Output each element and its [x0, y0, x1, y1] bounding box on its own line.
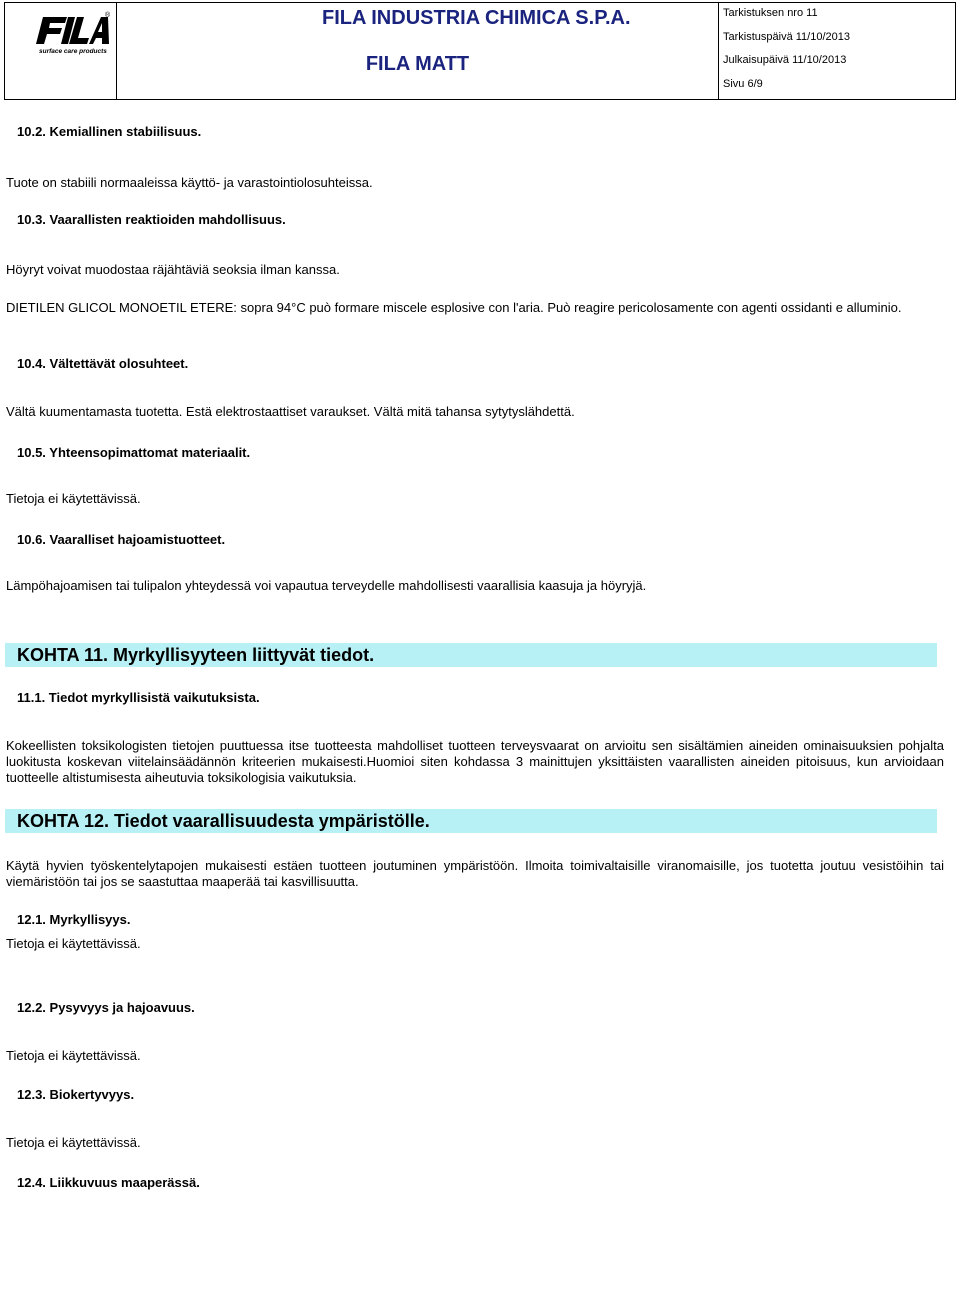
heading-11-1: 11.1. Tiedot myrkyllisistä vaikutuksista.	[17, 690, 260, 705]
fila-logo-icon	[5, 3, 115, 99]
svg-text:surface care products: surface care products	[39, 48, 107, 55]
text-12-3: Tietoja ei käytettävissä.	[6, 1135, 141, 1150]
revision-number: Tarkistuksen nro 11	[723, 7, 818, 19]
text-12-1: Tietoja ei käytettävissä.	[6, 936, 141, 951]
publication-date: Julkaisupäivä 11/10/2013	[723, 54, 847, 67]
text-10-4: Vältä kuumentamasta tuotetta. Estä elektrostaattiset varaukset. Vältä mitä tahansa sytytyslähdettä.	[6, 404, 575, 419]
company-logo	[5, 3, 117, 99]
text-12-intro: Käytä hyvien työskentelytapojen mukaisesti estäen tuotteen joutuminen ympäristöön. Ilmoita toimivaltaisille viranomaisille, jos tuotetta joutuu vesistöihin tai viemäristöön tai jos se saastuttaa maaperää tai kasvillisuutta.	[6, 858, 944, 889]
document-header	[4, 2, 956, 100]
heading-12-1: 12.1. Myrkyllisyys.	[17, 912, 131, 927]
section-11-title: KOHTA 11. Myrkyllisyyteen liittyvät tiedot.	[5, 643, 937, 667]
text-10-6: Lämpöhajoamisen tai tulipalon yhteydessä voi vapautua terveydelle mahdollisesti vaarallisia kaasuja ja höyryjä.	[6, 578, 647, 593]
product-name: FILA MATT	[365, 53, 470, 75]
text-12-2: Tietoja ei käytettävissä.	[6, 1048, 141, 1063]
svg-text:®: ®	[105, 12, 111, 19]
document-info	[719, 3, 955, 99]
text-10-3-a: Höyryt voivat muodostaa räjähtäviä seoksia ilman kanssa.	[6, 262, 340, 277]
heading-10-3: 10.3. Vaarallisten reaktioiden mahdollisuus.	[17, 212, 286, 227]
revision-date: Tarkistuspäivä 11/10/2013	[723, 30, 850, 43]
text-10-2: Tuote on stabiili normaaleissa käyttö- ja varastointiolosuhteissa.	[6, 175, 373, 190]
heading-10-2: 10.2. Kemiallinen stabiilisuus.	[17, 124, 202, 139]
company-name: FILA INDUSTRIA CHIMICA S.P.A.	[322, 7, 631, 29]
text-10-5: Tietoja ei käytettävissä.	[6, 491, 141, 506]
heading-10-4: 10.4. Vältettävät olosuhteet.	[17, 356, 189, 371]
heading-12-2: 12.2. Pysyvyys ja hajoavuus.	[17, 1000, 195, 1015]
header-center	[117, 3, 719, 99]
page-number: Sivu 6/9	[723, 78, 763, 91]
section-12-title: KOHTA 12. Tiedot vaarallisuudesta ympäristölle.	[5, 809, 937, 833]
heading-10-5: 10.5. Yhteensopimattomat materiaalit.	[17, 445, 251, 460]
heading-10-6: 10.6. Vaaralliset hajoamistuotteet.	[17, 532, 226, 547]
heading-12-4: 12.4. Liikkuvuus maaperässä.	[17, 1175, 200, 1190]
text-11-1: Kokeellisten toksikologisten tietojen puuttuessa itse tuotteesta mahdolliset tuotteen terveysvaarat on arvioitu sen sisältämien aineiden ominaisuuksien pohjalta luokitusta koskevan viitelainsäädännön kriteerien mukaisesti.Huomioi siten kohdassa 3 mainittujen yksittäisten vaarallisten aineiden pitoisuus, kun arvioidaan tuotteelle altistumisesta aiheutuvia toksikologisia vaikutuksia.	[6, 738, 944, 785]
heading-12-3: 12.3. Biokertyvyys.	[17, 1087, 135, 1102]
text-10-3-b: DIETILEN GLICOL MONOETIL ETERE: sopra 94°C può formare miscele esplosive con l'aria. Può reagire pericolosamente con agenti ossidanti e alluminio.	[6, 300, 902, 315]
